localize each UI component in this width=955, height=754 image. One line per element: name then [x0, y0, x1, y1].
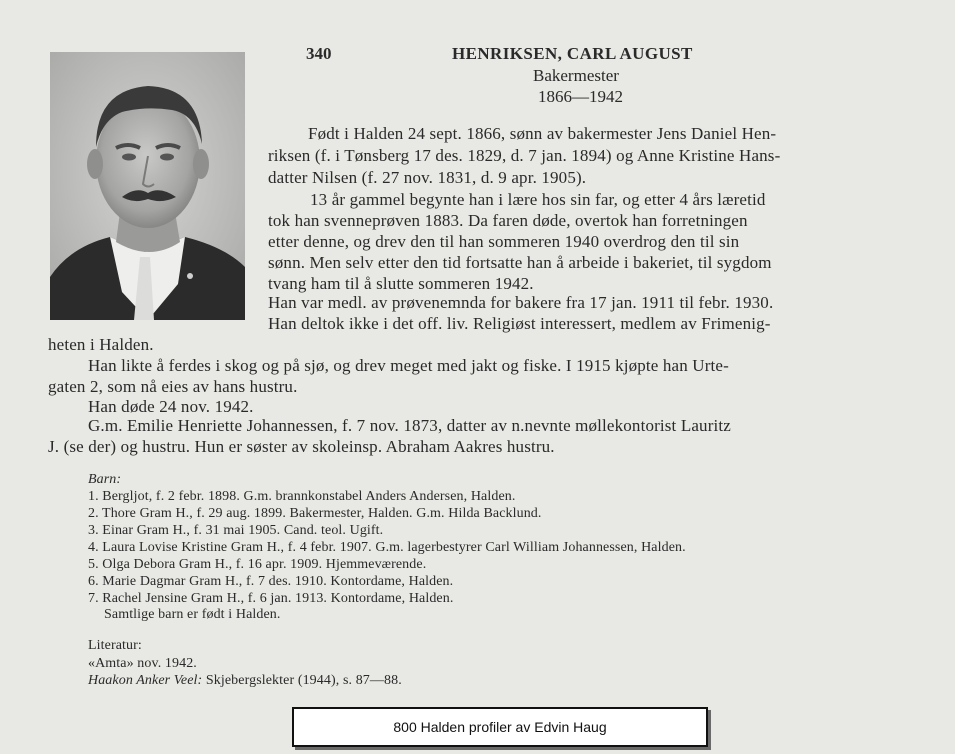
child-item: 4. Laura Lovise Kristine Gram H., f. 4 febr. 1907. G.m. lagerbestyrer Carl William Johannessen, Halden.: [88, 540, 686, 555]
body-line: G.m. Emilie Henriette Johannessen, f. 7 nov. 1873, datter av n.nevnte møllekontorist Lauritz: [88, 416, 731, 435]
child-item: 7. Rachel Jensine Gram H., f. 6 jan. 1913. Kontordame, Halden.: [88, 591, 454, 606]
body-line: etter denne, og drev den til han sommeren 1940 overdrog den til sin: [268, 232, 740, 251]
caption-text: 800 Halden profiler av Edvin Haug: [393, 719, 607, 735]
child-item: 2. Thore Gram H., f. 29 aug. 1899. Bakermester, Halden. G.m. Hilda Backlund.: [88, 506, 542, 521]
literature-heading: Literatur:: [88, 638, 142, 653]
literature-author: Haakon Anker Veel:: [88, 673, 203, 688]
body-line: Han var medl. av prøvenemnda for bakere fra 17 jan. 1911 til febr. 1930.: [268, 293, 774, 312]
children-note: Samtlige barn er født i Halden.: [104, 607, 281, 622]
body-line: datter Nilsen (f. 27 nov. 1831, d. 9 apr. 1905).: [268, 168, 587, 187]
children-heading: Barn:: [88, 472, 122, 487]
body-line: gaten 2, som nå eies av hans hustru.: [48, 377, 298, 396]
body-line: Født i Halden 24 sept. 1866, sønn av bakermester Jens Daniel Hen-: [308, 124, 777, 143]
child-item: 5. Olga Debora Gram H., f. 16 apr. 1909. Hjemmeværende.: [88, 557, 427, 572]
body-line: J. (se der) og hustru. Hun er søster av skoleinsp. Abraham Aakres hustru.: [48, 437, 555, 456]
body-line: 13 år gammel begynte han i lære hos sin far, og etter 4 års læretid: [310, 190, 766, 209]
page-number: 340: [306, 44, 332, 63]
body-line: tok han svenneprøven 1883. Da faren døde, overtok han forretningen: [268, 211, 748, 230]
child-item: 3. Einar Gram H., f. 31 mai 1905. Cand. teol. Ugift.: [88, 523, 384, 538]
child-item: 6. Marie Dagmar Gram H., f. 7 des. 1910. Kontordame, Halden.: [88, 574, 454, 589]
portrait-photo: [50, 52, 245, 320]
entry-name: HENRIKSEN, CARL AUGUST: [452, 44, 693, 63]
body-line: tvang ham til å slutte sommeren 1942.: [268, 274, 534, 293]
literature-title: Skjebergslekter (1944), s. 87—88.: [205, 673, 402, 688]
literature-item: «Amta» nov. 1942.: [88, 656, 197, 671]
body-line: Han likte å ferdes i skog og på sjø, og drev meget med jakt og fiske. I 1915 kjøpte han Urte-: [88, 356, 729, 375]
body-line: sønn. Men selv etter den tid fortsatte han å arbeide i bakeriet, til sygdom: [268, 253, 772, 272]
body-line: riksen (f. i Tønsberg 17 des. 1829, d. 7 jan. 1894) og Anne Kristine Hans-: [268, 146, 781, 165]
body-line: Han deltok ikke i det off. liv. Religiøst interessert, medlem av Frimenig-: [268, 314, 771, 333]
body-line: heten i Halden.: [48, 335, 154, 354]
child-item: 1. Bergljot, f. 2 febr. 1898. G.m. brannkonstabel Anders Andersen, Halden.: [88, 489, 516, 504]
body-line: Han døde 24 nov. 1942.: [88, 397, 254, 416]
entry-title: Bakermester: [533, 66, 619, 85]
entry-years: 1866—1942: [538, 87, 623, 106]
caption-box: [292, 707, 708, 747]
literature-item: [88, 673, 402, 689]
